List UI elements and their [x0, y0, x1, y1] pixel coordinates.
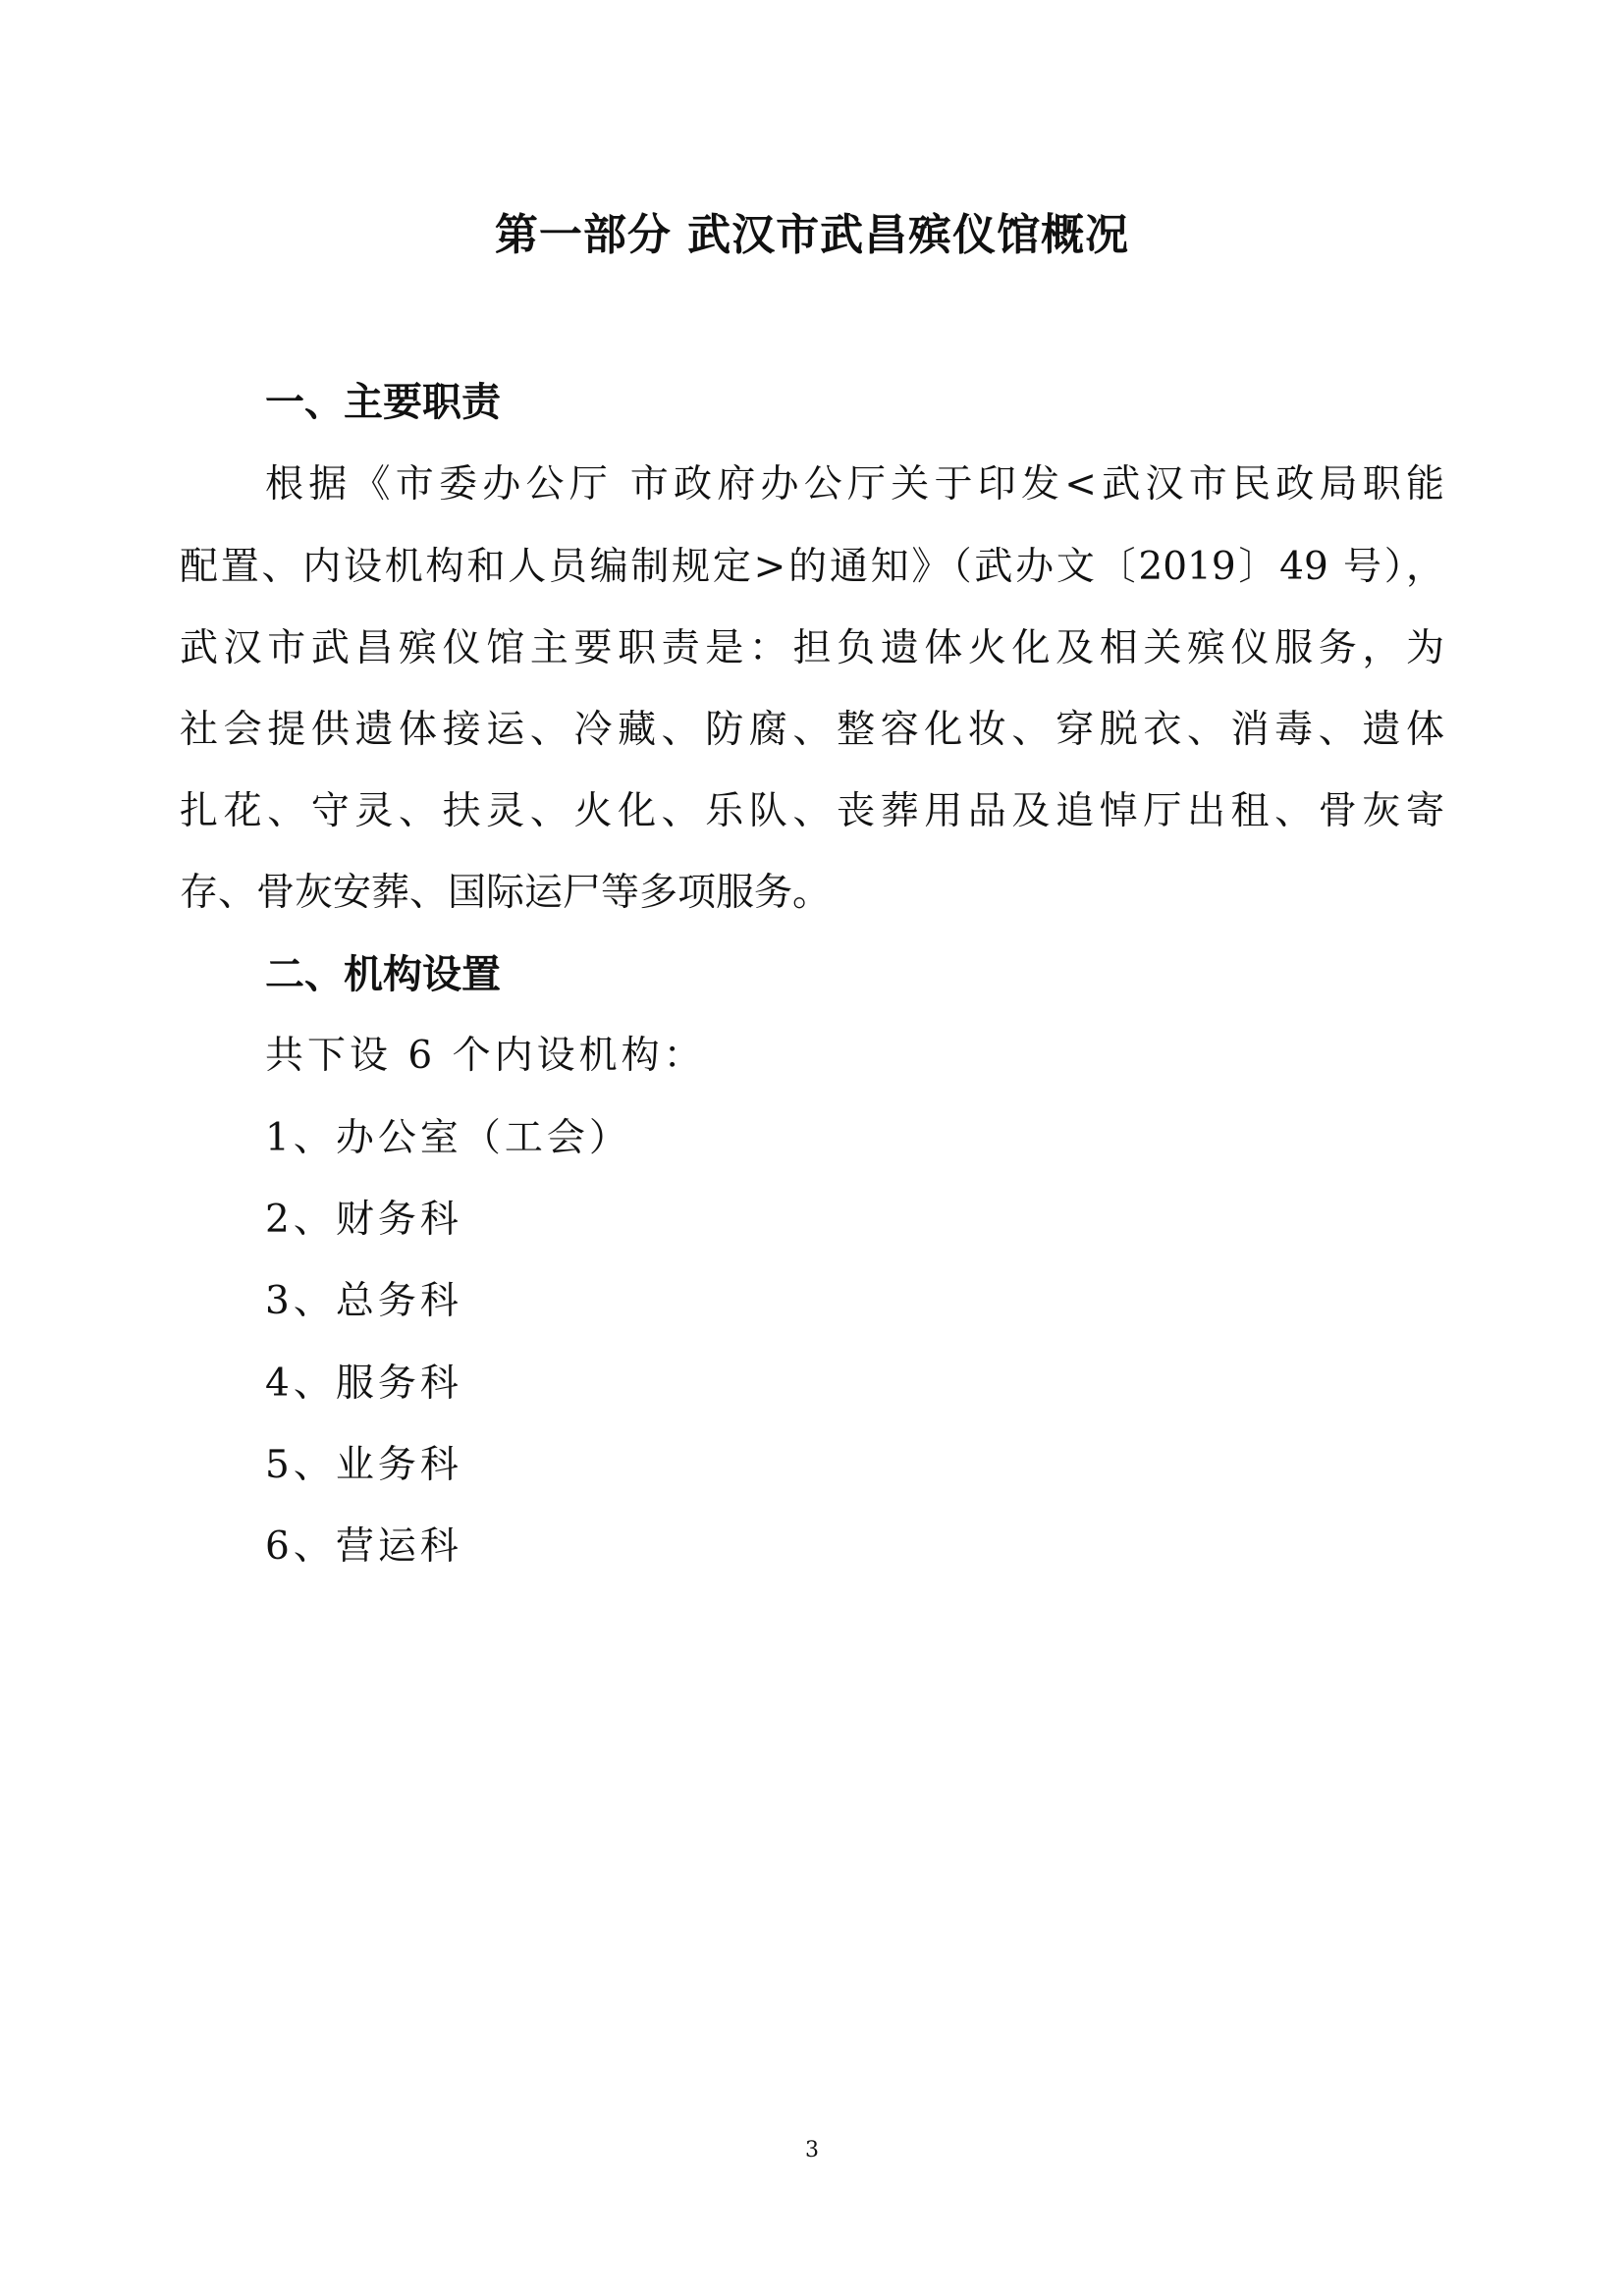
department-list-item: 4、服务科: [265, 1362, 462, 1406]
duties-paragraph-line: 配置、内设机构和人员编制规定>的通知》（武办文〔2019〕49 号），: [180, 545, 1444, 589]
section-heading-organization: 二、机构设置: [265, 952, 501, 997]
duties-paragraph-line: 扎花、守灵、扶灵、火化、乐队、丧葬用品及追悼厅出租、骨灰寄: [180, 789, 1444, 833]
department-list-item: 3、总务科: [265, 1279, 462, 1323]
department-list-item: 1、办公室（工会）: [265, 1116, 631, 1160]
duties-paragraph-line: 根据《市委办公厅 市政府办公厅关于印发<武汉市民政局职能: [265, 462, 1444, 507]
organization-intro: 共下设 6 个内设机构：: [265, 1034, 706, 1078]
page-title: 第一部分 武汉市武昌殡仪馆概况: [494, 210, 1130, 260]
department-list-item: 2、财务科: [265, 1198, 462, 1242]
page-number: 3: [805, 2138, 819, 2163]
section-heading-main-duties: 一、主要职责: [265, 380, 501, 425]
duties-paragraph-line: 社会提供遗体接运、冷藏、防腐、整容化妆、穿脱衣、消毒、遗体: [180, 708, 1444, 752]
duties-paragraph-line: 武汉市武昌殡仪馆主要职责是：担负遗体火化及相关殡仪服务，为: [180, 626, 1444, 670]
department-list-item: 6、营运科: [265, 1524, 462, 1569]
duties-paragraph-line: 存、骨灰安葬、国际运尸等多项服务。: [180, 871, 832, 915]
department-list-item: 5、业务科: [265, 1443, 462, 1487]
